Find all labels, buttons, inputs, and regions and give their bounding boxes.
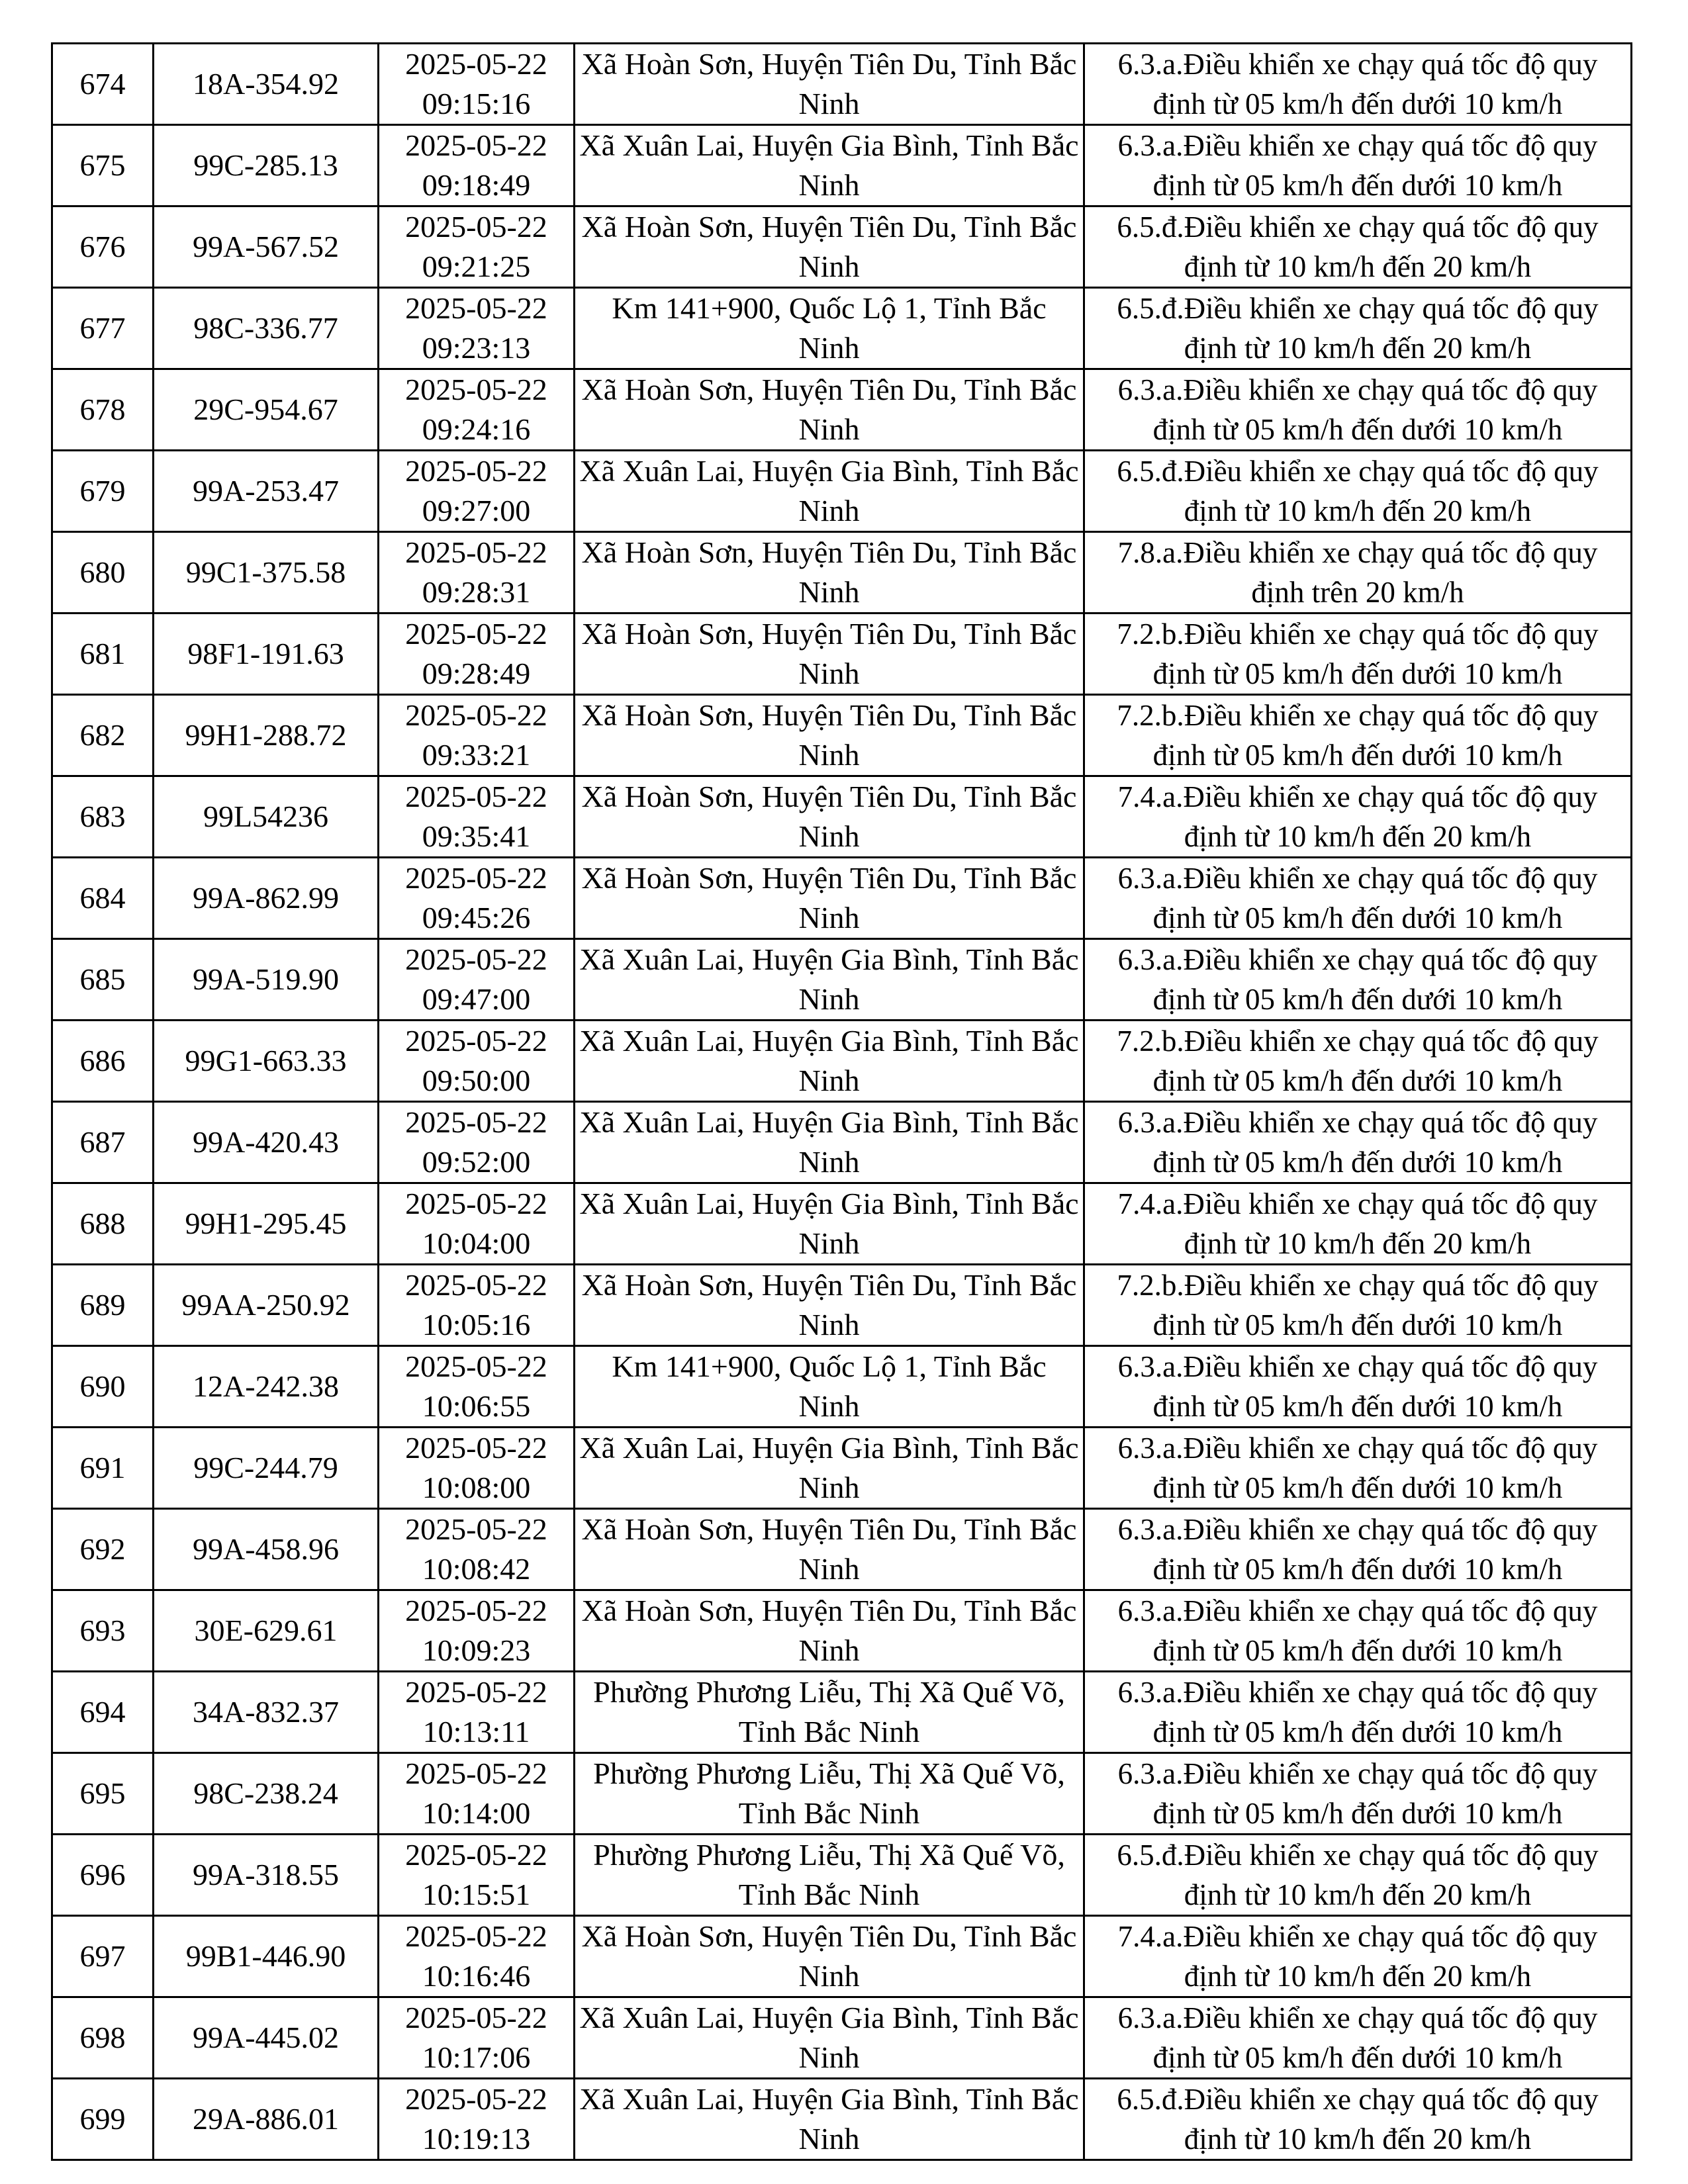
location-cell: Xã Hoàn Sơn, Huyện Tiên Du, Tỉnh Bắc Ninh [575, 858, 1084, 939]
violation-cell: 6.3.a.Điều khiển xe chạy quá tốc độ quy định từ 05 km/h đến dưới 10 km/h [1084, 44, 1632, 125]
location-cell: Xã Hoàn Sơn, Huyện Tiên Du, Tỉnh Bắc Ninh [575, 1265, 1084, 1346]
location-cell: Xã Hoàn Sơn, Huyện Tiên Du, Tỉnh Bắc Ninh [575, 614, 1084, 695]
license-plate-cell: 99C-285.13 [154, 125, 379, 206]
row-number-cell: 685 [52, 939, 154, 1021]
table-row [52, 288, 1632, 369]
location-cell: Xã Xuân Lai, Huyện Gia Bình, Tỉnh Bắc Ninh [575, 1102, 1084, 1183]
violation-cell: 6.3.a.Điều khiển xe chạy quá tốc độ quy định từ 05 km/h đến dưới 10 km/h [1084, 1428, 1632, 1509]
timestamp-cell: 2025-05-22 10:14:00 [379, 1753, 575, 1835]
license-plate-cell: 34A-832.37 [154, 1672, 379, 1753]
row-number-cell: 677 [52, 288, 154, 369]
timestamp-cell: 2025-05-22 09:23:13 [379, 288, 575, 369]
table-row [52, 695, 1632, 776]
table-row [52, 614, 1632, 695]
license-plate-cell: 99A-519.90 [154, 939, 379, 1021]
violation-cell: 7.2.b.Điều khiển xe chạy quá tốc độ quy định từ 05 km/h đến dưới 10 km/h [1084, 695, 1632, 776]
violation-cell: 6.3.a.Điều khiển xe chạy quá tốc độ quy định từ 05 km/h đến dưới 10 km/h [1084, 1997, 1632, 2079]
license-plate-cell: 98C-336.77 [154, 288, 379, 369]
location-cell: Phường Phương Liễu, Thị Xã Quế Võ, Tỉnh Bắc Ninh [575, 1753, 1084, 1835]
row-number-cell: 687 [52, 1102, 154, 1183]
table-row [52, 1265, 1632, 1346]
location-cell: Xã Hoàn Sơn, Huyện Tiên Du, Tỉnh Bắc Ninh [575, 1916, 1084, 1997]
license-plate-cell: 99A-253.47 [154, 451, 379, 532]
row-number-cell: 699 [52, 2079, 154, 2160]
timestamp-cell: 2025-05-22 09:24:16 [379, 369, 575, 451]
timestamp-cell: 2025-05-22 10:08:42 [379, 1509, 575, 1590]
license-plate-cell: 12A-242.38 [154, 1346, 379, 1428]
timestamp-cell: 2025-05-22 10:13:11 [379, 1672, 575, 1753]
row-number-cell: 686 [52, 1021, 154, 1102]
table-row [52, 1346, 1632, 1428]
location-cell: Xã Xuân Lai, Huyện Gia Bình, Tỉnh Bắc Ninh [575, 1428, 1084, 1509]
row-number-cell: 693 [52, 1590, 154, 1672]
table-row [52, 1916, 1632, 1997]
violation-cell: 6.3.a.Điều khiển xe chạy quá tốc độ quy định từ 05 km/h đến dưới 10 km/h [1084, 858, 1632, 939]
location-cell: Km 141+900, Quốc Lộ 1, Tỉnh Bắc Ninh [575, 1346, 1084, 1428]
row-number-cell: 674 [52, 44, 154, 125]
license-plate-cell: 99H1-295.45 [154, 1183, 379, 1265]
location-cell: Phường Phương Liễu, Thị Xã Quế Võ, Tỉnh Bắc Ninh [575, 1672, 1084, 1753]
row-number-cell: 691 [52, 1428, 154, 1509]
timestamp-cell: 2025-05-22 09:21:25 [379, 206, 575, 288]
timestamp-cell: 2025-05-22 09:27:00 [379, 451, 575, 532]
license-plate-cell: 99B1-446.90 [154, 1916, 379, 1997]
table-row [52, 369, 1632, 451]
table-row [52, 858, 1632, 939]
table-row [52, 776, 1632, 858]
location-cell: Xã Xuân Lai, Huyện Gia Bình, Tỉnh Bắc Ninh [575, 1021, 1084, 1102]
location-cell: Xã Xuân Lai, Huyện Gia Bình, Tỉnh Bắc Ninh [575, 1997, 1084, 2079]
table-row [52, 1509, 1632, 1590]
row-number-cell: 694 [52, 1672, 154, 1753]
row-number-cell: 696 [52, 1835, 154, 1916]
license-plate-cell: 99AA-250.92 [154, 1265, 379, 1346]
table-row [52, 1672, 1632, 1753]
table-row [52, 125, 1632, 206]
table-row [52, 1183, 1632, 1265]
timestamp-cell: 2025-05-22 09:15:16 [379, 44, 575, 125]
violation-cell: 7.2.b.Điều khiển xe chạy quá tốc độ quy định từ 05 km/h đến dưới 10 km/h [1084, 614, 1632, 695]
location-cell: Xã Xuân Lai, Huyện Gia Bình, Tỉnh Bắc Ninh [575, 125, 1084, 206]
location-cell: Xã Xuân Lai, Huyện Gia Bình, Tỉnh Bắc Ninh [575, 939, 1084, 1021]
violation-cell: 6.3.a.Điều khiển xe chạy quá tốc độ quy định từ 05 km/h đến dưới 10 km/h [1084, 939, 1632, 1021]
table-row [52, 1102, 1632, 1183]
timestamp-cell: 2025-05-22 10:06:55 [379, 1346, 575, 1428]
row-number-cell: 681 [52, 614, 154, 695]
location-cell: Phường Phương Liễu, Thị Xã Quế Võ, Tỉnh Bắc Ninh [575, 1835, 1084, 1916]
table-row [52, 532, 1632, 614]
violation-cell: 6.3.a.Điều khiển xe chạy quá tốc độ quy định từ 05 km/h đến dưới 10 km/h [1084, 1102, 1632, 1183]
row-number-cell: 679 [52, 451, 154, 532]
violation-cell: 6.5.đ.Điều khiển xe chạy quá tốc độ quy định từ 10 km/h đến 20 km/h [1084, 451, 1632, 532]
location-cell: Xã Hoàn Sơn, Huyện Tiên Du, Tỉnh Bắc Ninh [575, 206, 1084, 288]
violations-table [51, 42, 1632, 2161]
table-row [52, 44, 1632, 125]
license-plate-cell: 99A-567.52 [154, 206, 379, 288]
violation-cell: 7.4.a.Điều khiển xe chạy quá tốc độ quy định từ 10 km/h đến 20 km/h [1084, 776, 1632, 858]
license-plate-cell: 99L54236 [154, 776, 379, 858]
location-cell: Xã Hoàn Sơn, Huyện Tiên Du, Tỉnh Bắc Ninh [575, 369, 1084, 451]
violation-cell: 6.3.a.Điều khiển xe chạy quá tốc độ quy định từ 05 km/h đến dưới 10 km/h [1084, 369, 1632, 451]
violation-cell: 6.3.a.Điều khiển xe chạy quá tốc độ quy định từ 05 km/h đến dưới 10 km/h [1084, 1672, 1632, 1753]
row-number-cell: 676 [52, 206, 154, 288]
table-row [52, 1835, 1632, 1916]
violation-cell: 6.5.đ.Điều khiển xe chạy quá tốc độ quy định từ 10 km/h đến 20 km/h [1084, 1835, 1632, 1916]
timestamp-cell: 2025-05-22 09:35:41 [379, 776, 575, 858]
violation-cell: 6.3.a.Điều khiển xe chạy quá tốc độ quy định từ 05 km/h đến dưới 10 km/h [1084, 1590, 1632, 1672]
row-number-cell: 688 [52, 1183, 154, 1265]
license-plate-cell: 30E-629.61 [154, 1590, 379, 1672]
table-row [52, 451, 1632, 532]
table-body [52, 44, 1632, 2160]
table-row [52, 206, 1632, 288]
timestamp-cell: 2025-05-22 10:04:00 [379, 1183, 575, 1265]
license-plate-cell: 99G1-663.33 [154, 1021, 379, 1102]
location-cell: Xã Xuân Lai, Huyện Gia Bình, Tỉnh Bắc Ninh [575, 2079, 1084, 2160]
violation-cell: 7.8.a.Điều khiển xe chạy quá tốc độ quy định trên 20 km/h [1084, 532, 1632, 614]
location-cell: Xã Xuân Lai, Huyện Gia Bình, Tỉnh Bắc Ninh [575, 1183, 1084, 1265]
license-plate-cell: 29C-954.67 [154, 369, 379, 451]
table-row [52, 1753, 1632, 1835]
table-row [52, 939, 1632, 1021]
license-plate-cell: 99A-318.55 [154, 1835, 379, 1916]
timestamp-cell: 2025-05-22 10:16:46 [379, 1916, 575, 1997]
license-plate-cell: 98C-238.24 [154, 1753, 379, 1835]
violation-cell: 6.5.đ.Điều khiển xe chạy quá tốc độ quy định từ 10 km/h đến 20 km/h [1084, 206, 1632, 288]
violation-cell: 6.5.đ.Điều khiển xe chạy quá tốc độ quy định từ 10 km/h đến 20 km/h [1084, 288, 1632, 369]
location-cell: Xã Hoàn Sơn, Huyện Tiên Du, Tỉnh Bắc Ninh [575, 776, 1084, 858]
location-cell: Xã Hoàn Sơn, Huyện Tiên Du, Tỉnh Bắc Ninh [575, 532, 1084, 614]
timestamp-cell: 2025-05-22 09:28:31 [379, 532, 575, 614]
violation-cell: 7.4.a.Điều khiển xe chạy quá tốc độ quy định từ 10 km/h đến 20 km/h [1084, 1183, 1632, 1265]
row-number-cell: 695 [52, 1753, 154, 1835]
row-number-cell: 675 [52, 125, 154, 206]
license-plate-cell: 99A-458.96 [154, 1509, 379, 1590]
violation-cell: 6.3.a.Điều khiển xe chạy quá tốc độ quy định từ 05 km/h đến dưới 10 km/h [1084, 1509, 1632, 1590]
table-row [52, 1590, 1632, 1672]
location-cell: Xã Hoàn Sơn, Huyện Tiên Du, Tỉnh Bắc Ninh [575, 1590, 1084, 1672]
timestamp-cell: 2025-05-22 09:33:21 [379, 695, 575, 776]
violation-cell: 7.4.a.Điều khiển xe chạy quá tốc độ quy định từ 10 km/h đến 20 km/h [1084, 1916, 1632, 1997]
violation-cell: 6.3.a.Điều khiển xe chạy quá tốc độ quy định từ 05 km/h đến dưới 10 km/h [1084, 125, 1632, 206]
timestamp-cell: 2025-05-22 09:50:00 [379, 1021, 575, 1102]
license-plate-cell: 99A-420.43 [154, 1102, 379, 1183]
timestamp-cell: 2025-05-22 09:28:49 [379, 614, 575, 695]
location-cell: Xã Hoàn Sơn, Huyện Tiên Du, Tỉnh Bắc Ninh [575, 695, 1084, 776]
location-cell: Xã Xuân Lai, Huyện Gia Bình, Tỉnh Bắc Ninh [575, 451, 1084, 532]
row-number-cell: 698 [52, 1997, 154, 2079]
timestamp-cell: 2025-05-22 10:05:16 [379, 1265, 575, 1346]
timestamp-cell: 2025-05-22 09:47:00 [379, 939, 575, 1021]
violation-cell: 7.2.b.Điều khiển xe chạy quá tốc độ quy định từ 05 km/h đến dưới 10 km/h [1084, 1265, 1632, 1346]
timestamp-cell: 2025-05-22 09:18:49 [379, 125, 575, 206]
license-plate-cell: 29A-886.01 [154, 2079, 379, 2160]
row-number-cell: 680 [52, 532, 154, 614]
table-row [52, 1997, 1632, 2079]
timestamp-cell: 2025-05-22 10:19:13 [379, 2079, 575, 2160]
license-plate-cell: 99A-862.99 [154, 858, 379, 939]
timestamp-cell: 2025-05-22 10:17:06 [379, 1997, 575, 2079]
timestamp-cell: 2025-05-22 10:15:51 [379, 1835, 575, 1916]
timestamp-cell: 2025-05-22 09:45:26 [379, 858, 575, 939]
table-row [52, 1021, 1632, 1102]
row-number-cell: 678 [52, 369, 154, 451]
row-number-cell: 690 [52, 1346, 154, 1428]
license-plate-cell: 98F1-191.63 [154, 614, 379, 695]
row-number-cell: 689 [52, 1265, 154, 1346]
row-number-cell: 682 [52, 695, 154, 776]
location-cell: Xã Hoàn Sơn, Huyện Tiên Du, Tỉnh Bắc Ninh [575, 44, 1084, 125]
table-row [52, 2079, 1632, 2160]
violation-cell: 6.3.a.Điều khiển xe chạy quá tốc độ quy định từ 05 km/h đến dưới 10 km/h [1084, 1346, 1632, 1428]
row-number-cell: 683 [52, 776, 154, 858]
license-plate-cell: 99A-445.02 [154, 1997, 379, 2079]
violation-cell: 6.3.a.Điều khiển xe chạy quá tốc độ quy định từ 05 km/h đến dưới 10 km/h [1084, 1753, 1632, 1835]
location-cell: Xã Hoàn Sơn, Huyện Tiên Du, Tỉnh Bắc Ninh [575, 1509, 1084, 1590]
license-plate-cell: 99H1-288.72 [154, 695, 379, 776]
row-number-cell: 684 [52, 858, 154, 939]
violation-cell: 6.5.đ.Điều khiển xe chạy quá tốc độ quy định từ 10 km/h đến 20 km/h [1084, 2079, 1632, 2160]
violation-cell: 7.2.b.Điều khiển xe chạy quá tốc độ quy định từ 05 km/h đến dưới 10 km/h [1084, 1021, 1632, 1102]
row-number-cell: 697 [52, 1916, 154, 1997]
license-plate-cell: 99C-244.79 [154, 1428, 379, 1509]
license-plate-cell: 18A-354.92 [154, 44, 379, 125]
location-cell: Km 141+900, Quốc Lộ 1, Tỉnh Bắc Ninh [575, 288, 1084, 369]
license-plate-cell: 99C1-375.58 [154, 532, 379, 614]
timestamp-cell: 2025-05-22 09:52:00 [379, 1102, 575, 1183]
timestamp-cell: 2025-05-22 10:09:23 [379, 1590, 575, 1672]
table-row [52, 1428, 1632, 1509]
row-number-cell: 692 [52, 1509, 154, 1590]
timestamp-cell: 2025-05-22 10:08:00 [379, 1428, 575, 1509]
